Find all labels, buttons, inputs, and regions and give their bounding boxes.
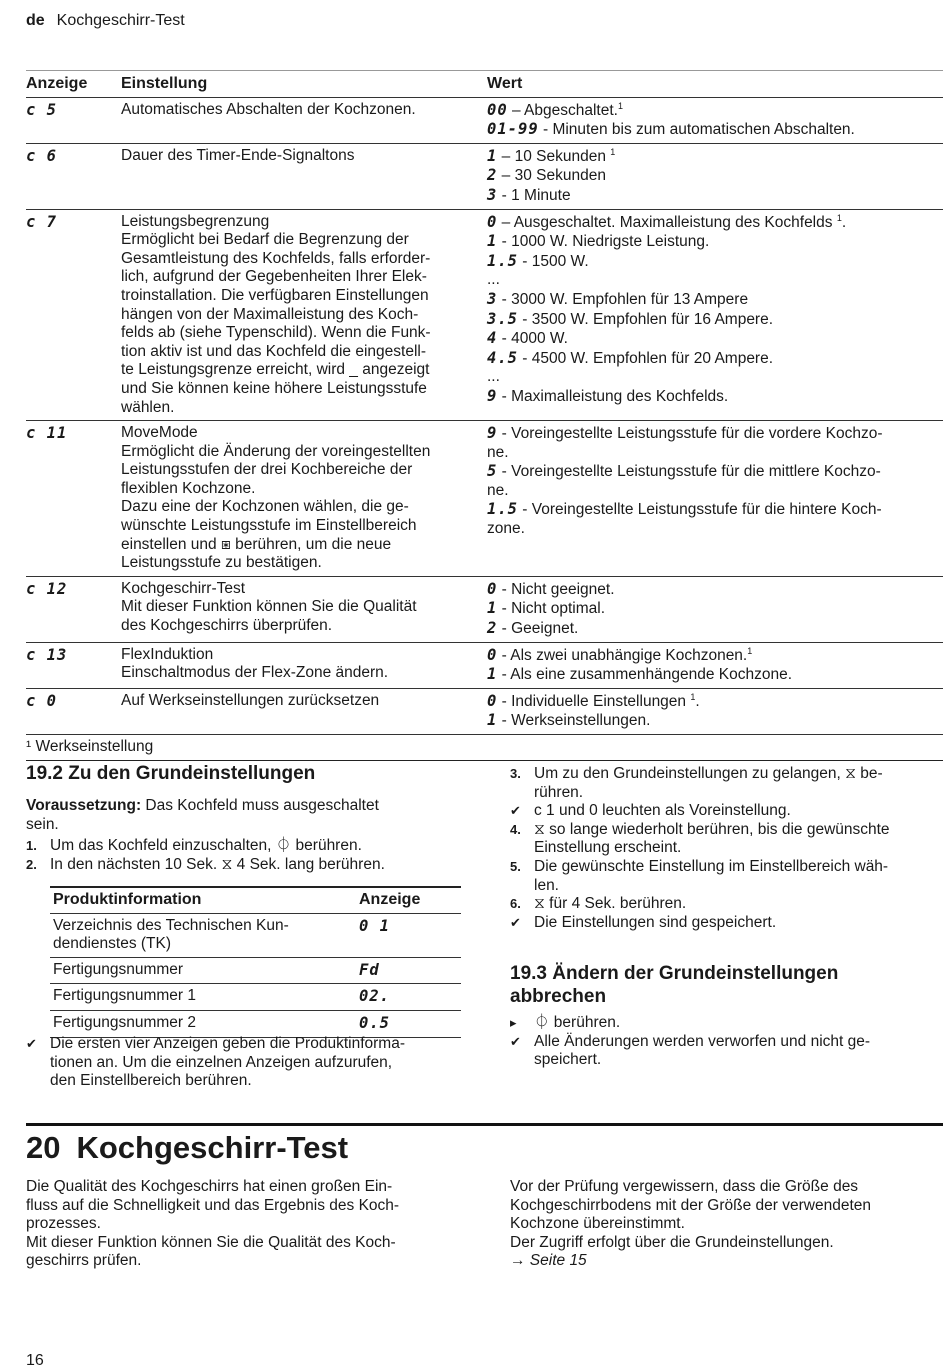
step-line: ⧖ für 4 Sek. berühren. xyxy=(534,895,687,913)
value-line xyxy=(487,665,943,685)
setting-line: Ermöglicht die Änderung der voreingestellten xyxy=(121,442,431,460)
value-code: 3 xyxy=(487,185,498,204)
step-line: ⏀ berühren. xyxy=(534,1014,621,1031)
section-heading-19-3 xyxy=(510,962,838,1008)
display-code: c 0 xyxy=(26,691,57,710)
chapter-title: Kochgeschirr-Test xyxy=(76,1130,349,1165)
value-text: - 1500 W. xyxy=(518,252,589,270)
step-line: speichert. xyxy=(534,1051,602,1069)
step xyxy=(510,765,942,802)
value-line xyxy=(487,646,943,666)
step-number: 4. xyxy=(510,821,521,837)
value-line xyxy=(487,213,943,233)
value-line xyxy=(487,387,943,407)
value-code: 4.5 xyxy=(487,348,518,367)
footnote-marker: 1 xyxy=(690,691,696,702)
setting-line: felds ab (siehe Typenschild). Wenn die Funk- xyxy=(121,324,431,342)
setting-line: Leistungsstufe zu bestätigen. xyxy=(121,554,322,572)
product-info-header xyxy=(50,887,461,913)
col-header-display: Anzeige xyxy=(26,71,121,98)
setting-line: Leistungsstufen der drei Kochbereiche der xyxy=(121,461,413,479)
value-cell xyxy=(487,143,943,209)
paragraph-line: Kochgeschirrbodens mit der Größe der verwendeten xyxy=(510,1196,871,1214)
product-info-label-cell xyxy=(50,1010,356,1037)
paragraph-line: geschirrs prüfen. xyxy=(26,1252,142,1270)
result-line: tionen an. Um die einzelnen Anzeigen aufzurufen, xyxy=(50,1053,393,1071)
display-code-cell xyxy=(26,688,121,734)
page-reference-link[interactable]: → Seite 15 xyxy=(510,1252,587,1270)
value-line xyxy=(487,462,943,482)
value-line xyxy=(487,580,943,600)
settings-row xyxy=(26,143,943,209)
value-text: ne. xyxy=(487,443,509,461)
value-code: 0 xyxy=(487,579,498,598)
value-code: 1 xyxy=(487,146,498,165)
product-info-code: 0 1 xyxy=(359,916,390,935)
setting-cell xyxy=(121,688,487,734)
setting-line: lich, aufgrund der Gegebenheiten Ihrer Elek- xyxy=(121,268,427,286)
setting-line: Dauer des Timer-Ende-Signaltons xyxy=(121,146,355,164)
value-code: 3.5 xyxy=(487,309,518,328)
value-text: – Abgeschaltet. xyxy=(507,101,618,119)
prerequisite-text-2: sein. xyxy=(26,815,59,833)
paragraph-line: Kochzone übereinstimmt. xyxy=(510,1215,685,1233)
step-line: Einstellung erscheint. xyxy=(534,839,682,857)
value-line xyxy=(487,147,943,167)
step-line: len. xyxy=(534,876,559,894)
footnote-marker: 1 xyxy=(836,212,842,223)
result-19-2 xyxy=(26,1035,490,1091)
value-text: - Voreingestellte Leistungsstufe für die hintere Koch- xyxy=(518,501,882,519)
value-code: 9 xyxy=(487,424,498,443)
col-header-display: Anzeige xyxy=(356,887,461,913)
value-code: 0 xyxy=(487,645,498,664)
setting-cell xyxy=(121,642,487,688)
value-text: - Nicht optimal. xyxy=(497,600,606,618)
value-text: - Voreingestellte Leistungsstufe für die mittlere Kochzo- xyxy=(497,463,881,481)
product-info-code-cell xyxy=(356,1010,461,1037)
arrow-icon: ▸ xyxy=(510,1015,517,1030)
value-line xyxy=(487,252,943,272)
value-line xyxy=(487,120,943,140)
paragraph-line: Der Zugriff erfolgt über die Grundeinstellungen. xyxy=(510,1233,834,1251)
footnote-row xyxy=(26,735,943,761)
step-line: ⧖ so lange wiederholt berühren, bis die gewünschte xyxy=(534,820,890,838)
value-line xyxy=(487,599,943,619)
section-heading-19-2: 19.2 Zu den Grundeinstellungen xyxy=(26,763,316,784)
value-text: – 30 Sekunden xyxy=(497,167,606,185)
step xyxy=(510,821,942,858)
page-number: 16 xyxy=(26,1352,44,1369)
step-line: Alle Änderungen werden verworfen und nicht ge- xyxy=(534,1032,871,1050)
value-text: - Werkseinstellungen. xyxy=(497,712,651,730)
result-line: Die ersten vier Anzeigen geben die Produktinforma- xyxy=(50,1035,405,1052)
product-info-code-cell xyxy=(356,984,461,1011)
header-title: Kochgeschirr-Test xyxy=(56,12,185,29)
product-info-row xyxy=(50,984,461,1011)
setting-line: wünschte Leistungsstufe im Einstellbereich xyxy=(121,517,417,535)
setting-cell xyxy=(121,209,487,421)
value-line xyxy=(487,232,943,252)
value-code: 2 xyxy=(487,619,498,638)
check-icon: ✔ xyxy=(510,914,521,930)
value-line xyxy=(487,290,943,310)
steps-19-2 xyxy=(26,837,466,874)
settings-row xyxy=(26,688,943,734)
product-info-row xyxy=(50,1010,461,1037)
value-code: 1 xyxy=(487,599,498,618)
step-line: Die Einstellungen sind gespeichert. xyxy=(534,913,777,931)
value-text-end: . xyxy=(841,213,847,231)
value-cell xyxy=(487,97,943,143)
product-info-table xyxy=(50,886,461,1038)
value-line xyxy=(487,349,943,369)
value-line xyxy=(487,444,943,463)
value-text: - Individuelle Einstellungen xyxy=(497,692,691,710)
setting-line: Automatisches Abschalten der Kochzonen. xyxy=(121,100,416,118)
steps-right xyxy=(510,765,942,932)
setting-line: Leistungsbegrenzung xyxy=(121,212,270,230)
setting-cell xyxy=(121,97,487,143)
settings-row xyxy=(26,209,943,421)
product-info-row xyxy=(50,957,461,984)
step-line: Um zu den Grundeinstellungen zu gelangen, ⧖ be- xyxy=(534,765,883,782)
display-code: c 12 xyxy=(26,579,68,598)
product-info-label: Fertigungsnummer 2 xyxy=(53,1013,197,1031)
value-text: zone. xyxy=(487,520,525,538)
step-line: c 1 und 0 leuchten als Voreinstellung. xyxy=(534,802,791,820)
value-cell xyxy=(487,688,943,734)
setting-line: te Leistungsgrenze erreicht, wird _ angezeigt xyxy=(121,361,430,379)
result xyxy=(510,1033,942,1070)
product-info-code: 0.5 xyxy=(359,1013,390,1032)
display-code-cell xyxy=(26,209,121,421)
value-line xyxy=(487,619,943,639)
setting-cell xyxy=(121,143,487,209)
chapter-heading xyxy=(26,1130,348,1166)
display-code: c 7 xyxy=(26,212,57,231)
col-header-value: Wert xyxy=(487,71,943,98)
value-code: 0 xyxy=(487,212,498,231)
value-code: 9 xyxy=(487,386,498,405)
setting-line: Dazu eine der Kochzonen wählen, die ge- xyxy=(121,498,409,516)
value-line xyxy=(487,271,943,290)
value-line xyxy=(487,711,943,731)
product-info-label-cell xyxy=(50,913,356,957)
value-text: - Geeignet. xyxy=(497,620,579,638)
setting-line: des Kochgeschirrs überprüfen. xyxy=(121,617,333,635)
display-code-cell xyxy=(26,642,121,688)
value-cell xyxy=(487,421,943,577)
value-text-end: . xyxy=(695,692,700,710)
step-number: 6. xyxy=(510,896,521,912)
chapter-intro-left xyxy=(26,1178,476,1271)
setting-line: hängen von der Maximalleistung des Koch- xyxy=(121,305,419,323)
footnote-marker: 1 xyxy=(617,100,623,111)
display-code: c 13 xyxy=(26,645,68,664)
value-code: 3 xyxy=(487,289,498,308)
value-text: - Als eine zusammenhängende Kochzone. xyxy=(497,666,793,684)
value-line xyxy=(487,500,943,520)
settings-row xyxy=(26,642,943,688)
chapter-number: 20 xyxy=(26,1130,61,1165)
value-code: 4 xyxy=(487,329,498,348)
step-text: Um das Kochfeld einzuschalten, ⏀ berühren. xyxy=(50,837,362,854)
value-line xyxy=(487,424,943,444)
value-line xyxy=(487,310,943,330)
step-number: 1. xyxy=(26,838,37,853)
value-line xyxy=(487,368,943,387)
product-info-row xyxy=(50,913,461,957)
value-line xyxy=(487,329,943,349)
value-text: - Voreingestellte Leistungsstufe für die vordere Kochzo- xyxy=(497,425,883,443)
step-line: rühren. xyxy=(534,783,584,801)
value-text: - 1 Minute xyxy=(497,186,571,204)
setting-line: Gesamtleistung des Kochfelds, falls erforder- xyxy=(121,249,431,267)
step-number: 5. xyxy=(510,858,521,874)
prerequisite xyxy=(26,797,466,834)
setting-line: Mit dieser Funktion können Sie die Qualität xyxy=(121,598,417,616)
prerequisite-text: Das Kochfeld muss ausgeschaltet xyxy=(141,797,379,814)
setting-line: Ermöglicht bei Bedarf die Begrenzung der xyxy=(121,231,409,249)
language-tag: de xyxy=(26,12,45,29)
value-code: 5 xyxy=(487,462,498,481)
product-info-label: Verzeichnis des Technischen Kun- xyxy=(53,916,289,934)
value-code: 01-99 xyxy=(487,120,539,139)
setting-line: einstellen und ⧆ berühren, um die neue xyxy=(121,535,392,553)
value-text: - Nicht geeignet. xyxy=(497,580,615,598)
setting-line: Auf Werkseinstellungen zurücksetzen xyxy=(121,691,380,709)
value-cell xyxy=(487,209,943,421)
value-text: - 3000 W. Empfohlen für 13 Ampere xyxy=(497,290,749,308)
setting-line: tion aktiv ist und das Kochfeld die eingestell- xyxy=(121,342,427,360)
value-line xyxy=(487,186,943,206)
display-code: c 5 xyxy=(26,100,57,119)
setting-line: Einschaltmodus der Flex-Zone ändern. xyxy=(121,664,389,682)
step-text: In den nächsten 10 Sek. ⧖ 4 Sek. lang berühren. xyxy=(50,855,385,873)
product-info-code: Fd xyxy=(359,960,380,979)
value-code: 1.5 xyxy=(487,251,518,270)
paragraph-line: fluss auf die Schnelligkeit und das Ergebnis des Koch- xyxy=(26,1196,400,1214)
check-icon: ✔ xyxy=(26,1036,37,1051)
display-code: c 11 xyxy=(26,424,68,443)
settings-row xyxy=(26,421,943,577)
page-header xyxy=(26,12,185,31)
setting-cell xyxy=(121,421,487,577)
settings-table xyxy=(26,70,943,761)
value-code: 1 xyxy=(487,711,498,730)
steps-19-3 xyxy=(510,1014,942,1070)
product-info-label: Fertigungsnummer xyxy=(53,960,184,978)
footnote-marker: 1 xyxy=(610,146,616,157)
product-info-label-cell xyxy=(50,957,356,984)
value-text: - 4000 W. xyxy=(497,330,568,348)
chapter-intro-right xyxy=(510,1178,942,1271)
value-code: 00 xyxy=(487,100,508,119)
paragraph-line: Die Qualität des Kochgeschirrs hat einen großen Ein- xyxy=(26,1178,393,1195)
value-text: - 4500 W. Empfohlen für 20 Ampere. xyxy=(518,349,774,367)
col-header-setting: Einstellung xyxy=(121,71,487,98)
prerequisite-label: Voraussetzung: xyxy=(26,797,142,814)
check-icon: ✔ xyxy=(510,803,521,819)
value-code: 1 xyxy=(487,232,498,251)
paragraph-line: Vor der Prüfung vergewissern, dass die Größe des xyxy=(510,1178,859,1195)
value-text: - 1000 W. Niedrigste Leistung. xyxy=(497,233,710,251)
value-cell xyxy=(487,642,943,688)
section-divider xyxy=(26,1123,943,1126)
value-code: 0 xyxy=(487,691,498,710)
display-code-cell xyxy=(26,576,121,642)
step-line: Die gewünschte Einstellung im Einstellbereich wäh- xyxy=(534,857,889,875)
display-code-cell xyxy=(26,143,121,209)
value-line xyxy=(487,692,943,712)
action xyxy=(510,1014,942,1033)
value-text: - Als zwei unabhängige Kochzonen. xyxy=(497,646,748,664)
step-number: 2. xyxy=(26,856,37,872)
product-info-label: Fertigungsnummer 1 xyxy=(53,987,197,1005)
setting-line: und Sie können keine höhere Leistungsstufe xyxy=(121,379,427,397)
value-text: - 3500 W. Empfohlen für 16 Ampere. xyxy=(518,310,774,328)
heading-line: 19.3 Ändern der Grundeinstellungen xyxy=(510,963,839,984)
setting-line: flexiblen Kochzone. xyxy=(121,479,256,497)
check-icon: ✔ xyxy=(510,1033,521,1049)
heading-line: abbrechen xyxy=(510,986,607,1007)
value-text: – Ausgeschaltet. Maximalleistung des Kochfelds xyxy=(497,213,837,231)
value-text: ... xyxy=(487,368,500,386)
setting-line: MoveMode xyxy=(121,424,198,442)
value-code: 1.5 xyxy=(487,500,518,519)
product-info-code-cell xyxy=(356,957,461,984)
display-code-cell xyxy=(26,97,121,143)
value-text: - Maximalleistung des Kochfelds. xyxy=(497,387,729,405)
footnote-marker: 1 xyxy=(747,645,753,656)
product-info-label-cell xyxy=(50,984,356,1011)
display-code: c 6 xyxy=(26,146,57,165)
value-text: ... xyxy=(487,271,500,289)
step xyxy=(510,895,942,914)
result xyxy=(510,802,942,821)
value-text: – 10 Sekunden xyxy=(497,147,611,165)
value-line xyxy=(487,482,943,501)
value-cell xyxy=(487,576,943,642)
result xyxy=(510,914,942,933)
value-code: 2 xyxy=(487,166,498,185)
result-line: den Einstellbereich berühren. xyxy=(50,1072,252,1090)
value-line xyxy=(487,101,943,121)
value-text: ne. xyxy=(487,481,509,499)
paragraph-line: Mit dieser Funktion können Sie die Qualität des Koch- xyxy=(26,1233,396,1251)
footnote: ¹ Werkseinstellung xyxy=(26,735,943,761)
setting-line: wählen. xyxy=(121,398,175,416)
step-2 xyxy=(26,856,466,875)
settings-table-header xyxy=(26,71,943,98)
setting-cell xyxy=(121,576,487,642)
settings-row xyxy=(26,576,943,642)
setting-line: Kochgeschirr-Test xyxy=(121,579,246,597)
paragraph-line: prozesses. xyxy=(26,1215,101,1233)
step-1 xyxy=(26,837,466,856)
product-info-code: 02. xyxy=(359,987,390,1006)
setting-line: FlexInduktion xyxy=(121,645,214,663)
step xyxy=(510,858,942,895)
value-line xyxy=(487,520,943,539)
col-header-product-info: Produktinformation xyxy=(50,887,356,913)
step-number: 3. xyxy=(510,766,521,781)
settings-row xyxy=(26,97,943,143)
value-code: 1 xyxy=(487,665,498,684)
product-info-label: dendienstes (TK) xyxy=(53,935,172,953)
value-line xyxy=(487,166,943,186)
setting-line: troinstallation. Die verfügbaren Einstellungen xyxy=(121,286,429,304)
product-info-code-cell xyxy=(356,913,461,957)
value-text: - Minuten bis zum automatischen Abschalten. xyxy=(538,121,855,139)
display-code-cell xyxy=(26,421,121,577)
